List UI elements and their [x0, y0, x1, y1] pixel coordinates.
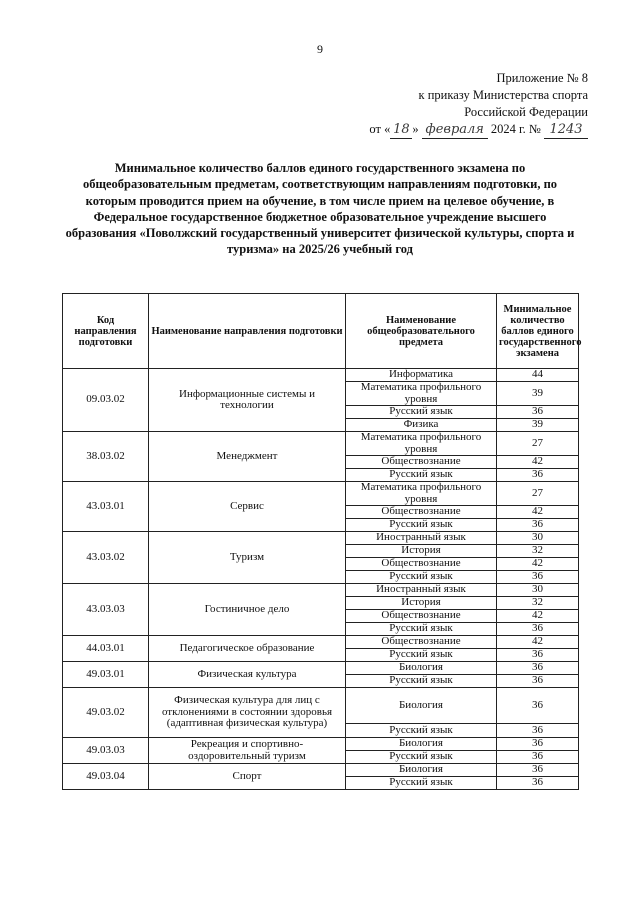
- handwritten-order-number: 1243: [544, 121, 588, 139]
- table-row: [63, 532, 579, 545]
- score-cell: 39: [497, 382, 579, 406]
- direction-code: 44.03.01: [63, 636, 149, 662]
- handwritten-day: 18: [390, 121, 412, 139]
- score-cell: 42: [497, 636, 579, 649]
- subject-cell: Математика профильного уровня: [346, 432, 497, 456]
- score-cell: 44: [497, 369, 579, 382]
- score-cell: 42: [497, 506, 579, 519]
- direction-code: 38.03.02: [63, 432, 149, 482]
- header-code: Код направления подготовки: [63, 294, 149, 369]
- subject-cell: Информатика: [346, 369, 497, 382]
- direction-code: 49.03.03: [63, 738, 149, 764]
- score-cell: 32: [497, 597, 579, 610]
- subject-cell: Обществознание: [346, 506, 497, 519]
- subject-cell: Русский язык: [346, 571, 497, 584]
- table-row: [63, 369, 579, 382]
- subject-cell: История: [346, 597, 497, 610]
- year-part: 2024 г. №: [490, 122, 541, 136]
- score-cell: 32: [497, 545, 579, 558]
- subject-cell: Биология: [346, 688, 497, 724]
- date-prefix: от «: [369, 122, 391, 136]
- direction-name: Гостиничное дело: [149, 584, 346, 636]
- subject-cell: Русский язык: [346, 469, 497, 482]
- score-cell: 30: [497, 584, 579, 597]
- document-title: Минимальное количество баллов единого государственного экзамена по общеобразовательным предметам, соответствующим направлениям подготовки, по которым проводится прием на обучение, в том числе прием на целевое обучение, в Федеральное государственное бюджетное образовательное учреждение высшего образования «Поволжский государственный университет физической культуры, спорта и туризма» на 2025/26 учебный год: [65, 161, 575, 257]
- score-cell: 42: [497, 456, 579, 469]
- table-row: [63, 482, 579, 506]
- table-row: [63, 764, 579, 777]
- table-row: [63, 688, 579, 724]
- direction-code: 49.03.04: [63, 764, 149, 790]
- score-cell: 36: [497, 623, 579, 636]
- subject-cell: Биология: [346, 738, 497, 751]
- subject-cell: Иностранный язык: [346, 584, 497, 597]
- score-cell: 36: [497, 777, 579, 790]
- direction-code: 43.03.02: [63, 532, 149, 584]
- subject-cell: Русский язык: [346, 777, 497, 790]
- subject-cell: Физика: [346, 419, 497, 432]
- direction-name: Физическая культура: [149, 662, 346, 688]
- subject-cell: История: [346, 545, 497, 558]
- score-cell: 27: [497, 482, 579, 506]
- subject-cell: Русский язык: [346, 519, 497, 532]
- subject-cell: Обществознание: [346, 558, 497, 571]
- direction-code: 43.03.01: [63, 482, 149, 532]
- direction-name: Информационные системы и технологии: [149, 369, 346, 432]
- score-cell: 27: [497, 432, 579, 456]
- appendix-line-3: Российской Федерации: [464, 105, 588, 119]
- direction-name: Спорт: [149, 764, 346, 790]
- score-cell: 36: [497, 519, 579, 532]
- table-row: [63, 662, 579, 675]
- score-cell: 36: [497, 571, 579, 584]
- subject-cell: Русский язык: [346, 751, 497, 764]
- table-header-row: [63, 294, 579, 369]
- direction-name: Менеджмент: [149, 432, 346, 482]
- direction-name: Физическая культура для лиц с отклонениями в состоянии здоровья (адаптивная физическая культура): [149, 688, 346, 738]
- direction-name: Рекреация и спортивно-оздоровительный туризм: [149, 738, 346, 764]
- direction-name: Туризм: [149, 532, 346, 584]
- page-number: 9: [317, 42, 323, 56]
- direction-name: Сервис: [149, 482, 346, 532]
- header-subject: Наименование общеобразовательного предмета: [346, 294, 497, 369]
- score-cell: 36: [497, 675, 579, 688]
- score-cell: 36: [497, 724, 579, 738]
- subject-cell: Русский язык: [346, 623, 497, 636]
- score-cell: 42: [497, 610, 579, 623]
- subject-cell: Русский язык: [346, 649, 497, 662]
- date-mid: »: [412, 122, 419, 136]
- subject-cell: Русский язык: [346, 724, 497, 738]
- table-row: [63, 738, 579, 751]
- direction-code: 09.03.02: [63, 369, 149, 432]
- direction-name: Педагогическое образование: [149, 636, 346, 662]
- subject-cell: Математика профильного уровня: [346, 382, 497, 406]
- direction-code: 49.03.02: [63, 688, 149, 738]
- score-cell: 36: [497, 649, 579, 662]
- subject-cell: Биология: [346, 662, 497, 675]
- direction-code: 43.03.03: [63, 584, 149, 636]
- scores-table: [62, 293, 582, 790]
- appendix-line-2: к приказу Министерства спорта: [418, 88, 588, 102]
- score-cell: 36: [497, 688, 579, 724]
- table-row: [63, 432, 579, 456]
- score-cell: 36: [497, 406, 579, 419]
- direction-code: 49.03.01: [63, 662, 149, 688]
- subject-cell: Обществознание: [346, 610, 497, 623]
- subject-cell: Русский язык: [346, 675, 497, 688]
- score-cell: 36: [497, 662, 579, 675]
- subject-cell: Иностранный язык: [346, 532, 497, 545]
- subject-cell: Русский язык: [346, 406, 497, 419]
- score-cell: 36: [497, 764, 579, 777]
- score-cell: 39: [497, 419, 579, 432]
- appendix-line-1: Приложение № 8: [496, 71, 588, 85]
- subject-cell: Обществознание: [346, 456, 497, 469]
- appendix-block: [369, 70, 588, 139]
- score-cell: 36: [497, 469, 579, 482]
- header-direction: Наименование направления подготовки: [149, 294, 346, 369]
- score-cell: 36: [497, 738, 579, 751]
- table-row: [63, 584, 579, 597]
- subject-cell: Математика профильного уровня: [346, 482, 497, 506]
- score-cell: 36: [497, 751, 579, 764]
- score-cell: 42: [497, 558, 579, 571]
- handwritten-month: февраля: [422, 121, 488, 139]
- order-date-line: [369, 121, 588, 139]
- score-cell: 30: [497, 532, 579, 545]
- table-row: [63, 636, 579, 649]
- header-min-score: Минимальное количество баллов единого государственного экзамена: [497, 294, 579, 369]
- subject-cell: Обществознание: [346, 636, 497, 649]
- subject-cell: Биология: [346, 764, 497, 777]
